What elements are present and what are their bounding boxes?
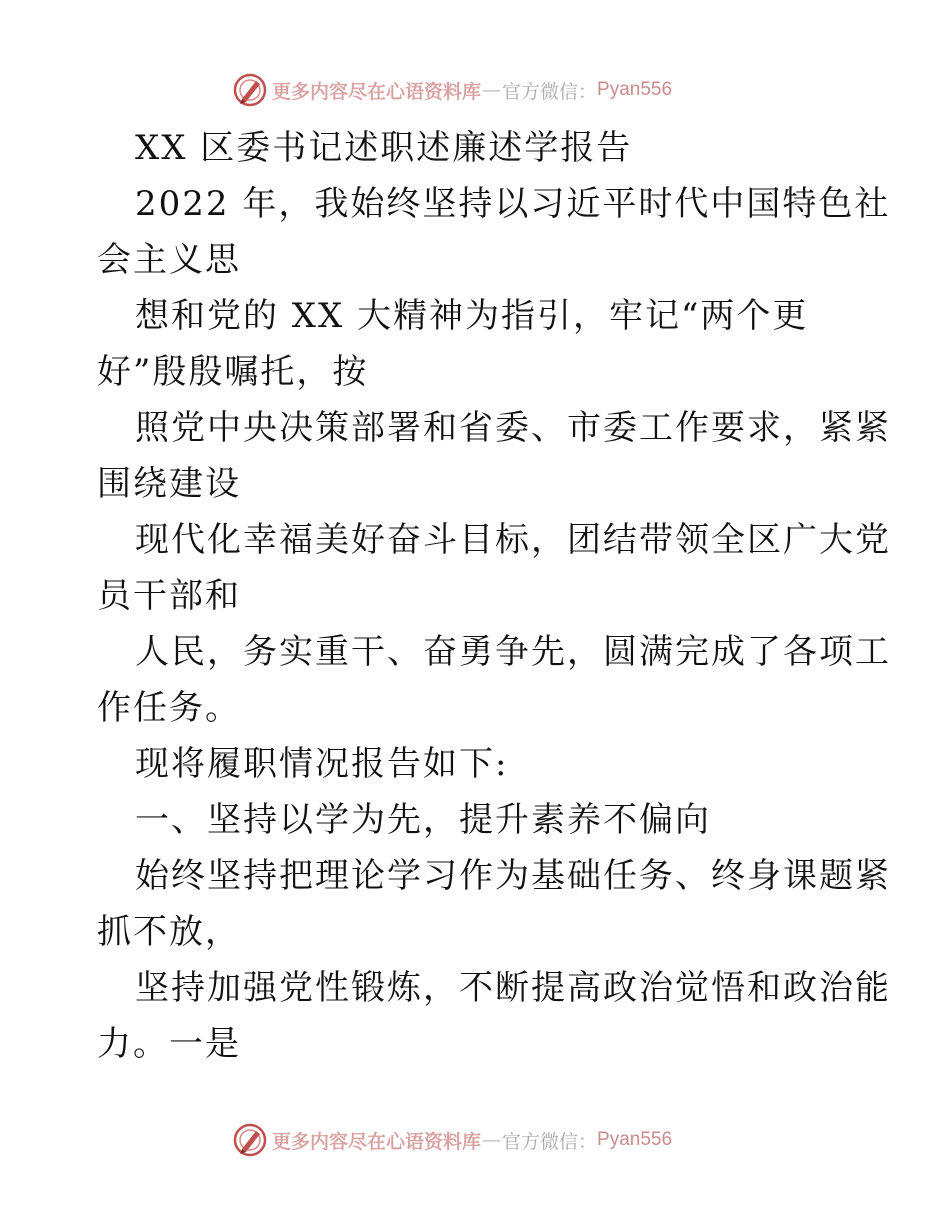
pen-logo-icon [232, 72, 268, 108]
paragraph-line: 现将履职情况报告如下: [135, 744, 509, 784]
section-heading: 一、坚持以学为先，提升素养不偏向 [135, 800, 711, 840]
watermark-dash: — [482, 1129, 502, 1151]
document-body [97, 120, 891, 1072]
watermark-dash: — [482, 79, 502, 101]
paragraph-line: 作任务。 [97, 688, 241, 728]
watermark-wechat-label: 官方微信： [502, 80, 598, 103]
watermark-wechat-label: 官方微信： [502, 1130, 598, 1153]
paragraph-line: 照党中央决策部署和省委、市委工作要求，紧紧 [135, 408, 891, 448]
paragraph-line: 现代化幸福美好奋斗目标，团结带领全区广大党 [135, 520, 891, 560]
pen-logo-icon [232, 1122, 268, 1158]
watermark-main-text: 更多内容尽在心语资料库 [272, 1130, 482, 1153]
watermark-header [232, 70, 752, 110]
paragraph-line: 想和党的 XX 大精神为指引，牢记“两个更 [135, 296, 809, 336]
watermark-footer [232, 1120, 752, 1160]
paragraph-line: 围绕建设 [97, 464, 241, 504]
paragraph-line: 力。一是 [97, 1024, 241, 1064]
watermark-wechat-id: Pyan556 [597, 79, 673, 100]
paragraph-line: 抓不放， [97, 912, 241, 952]
document-title: XX 区委书记述职述廉述学报告 [135, 128, 633, 168]
paragraph-line: 坚持加强党性锻炼，不断提高政治觉悟和政治能 [135, 968, 891, 1008]
paragraph-line: 好”殷殷嘱托，按 [97, 352, 369, 392]
paragraph-line: 人民，务实重干、奋勇争先，圆满完成了各项工 [135, 632, 891, 672]
paragraph-line: 始终坚持把理论学习作为基础任务、终身课题紧 [135, 856, 891, 896]
paragraph-line: 会主义思 [97, 240, 241, 280]
watermark-wechat-id: Pyan556 [597, 1129, 673, 1150]
watermark-main-text: 更多内容尽在心语资料库 [272, 80, 482, 103]
paragraph-line: 2022 年，我始终坚持以习近平时代中国特色社 [135, 184, 891, 224]
paragraph-line: 员干部和 [97, 576, 241, 616]
